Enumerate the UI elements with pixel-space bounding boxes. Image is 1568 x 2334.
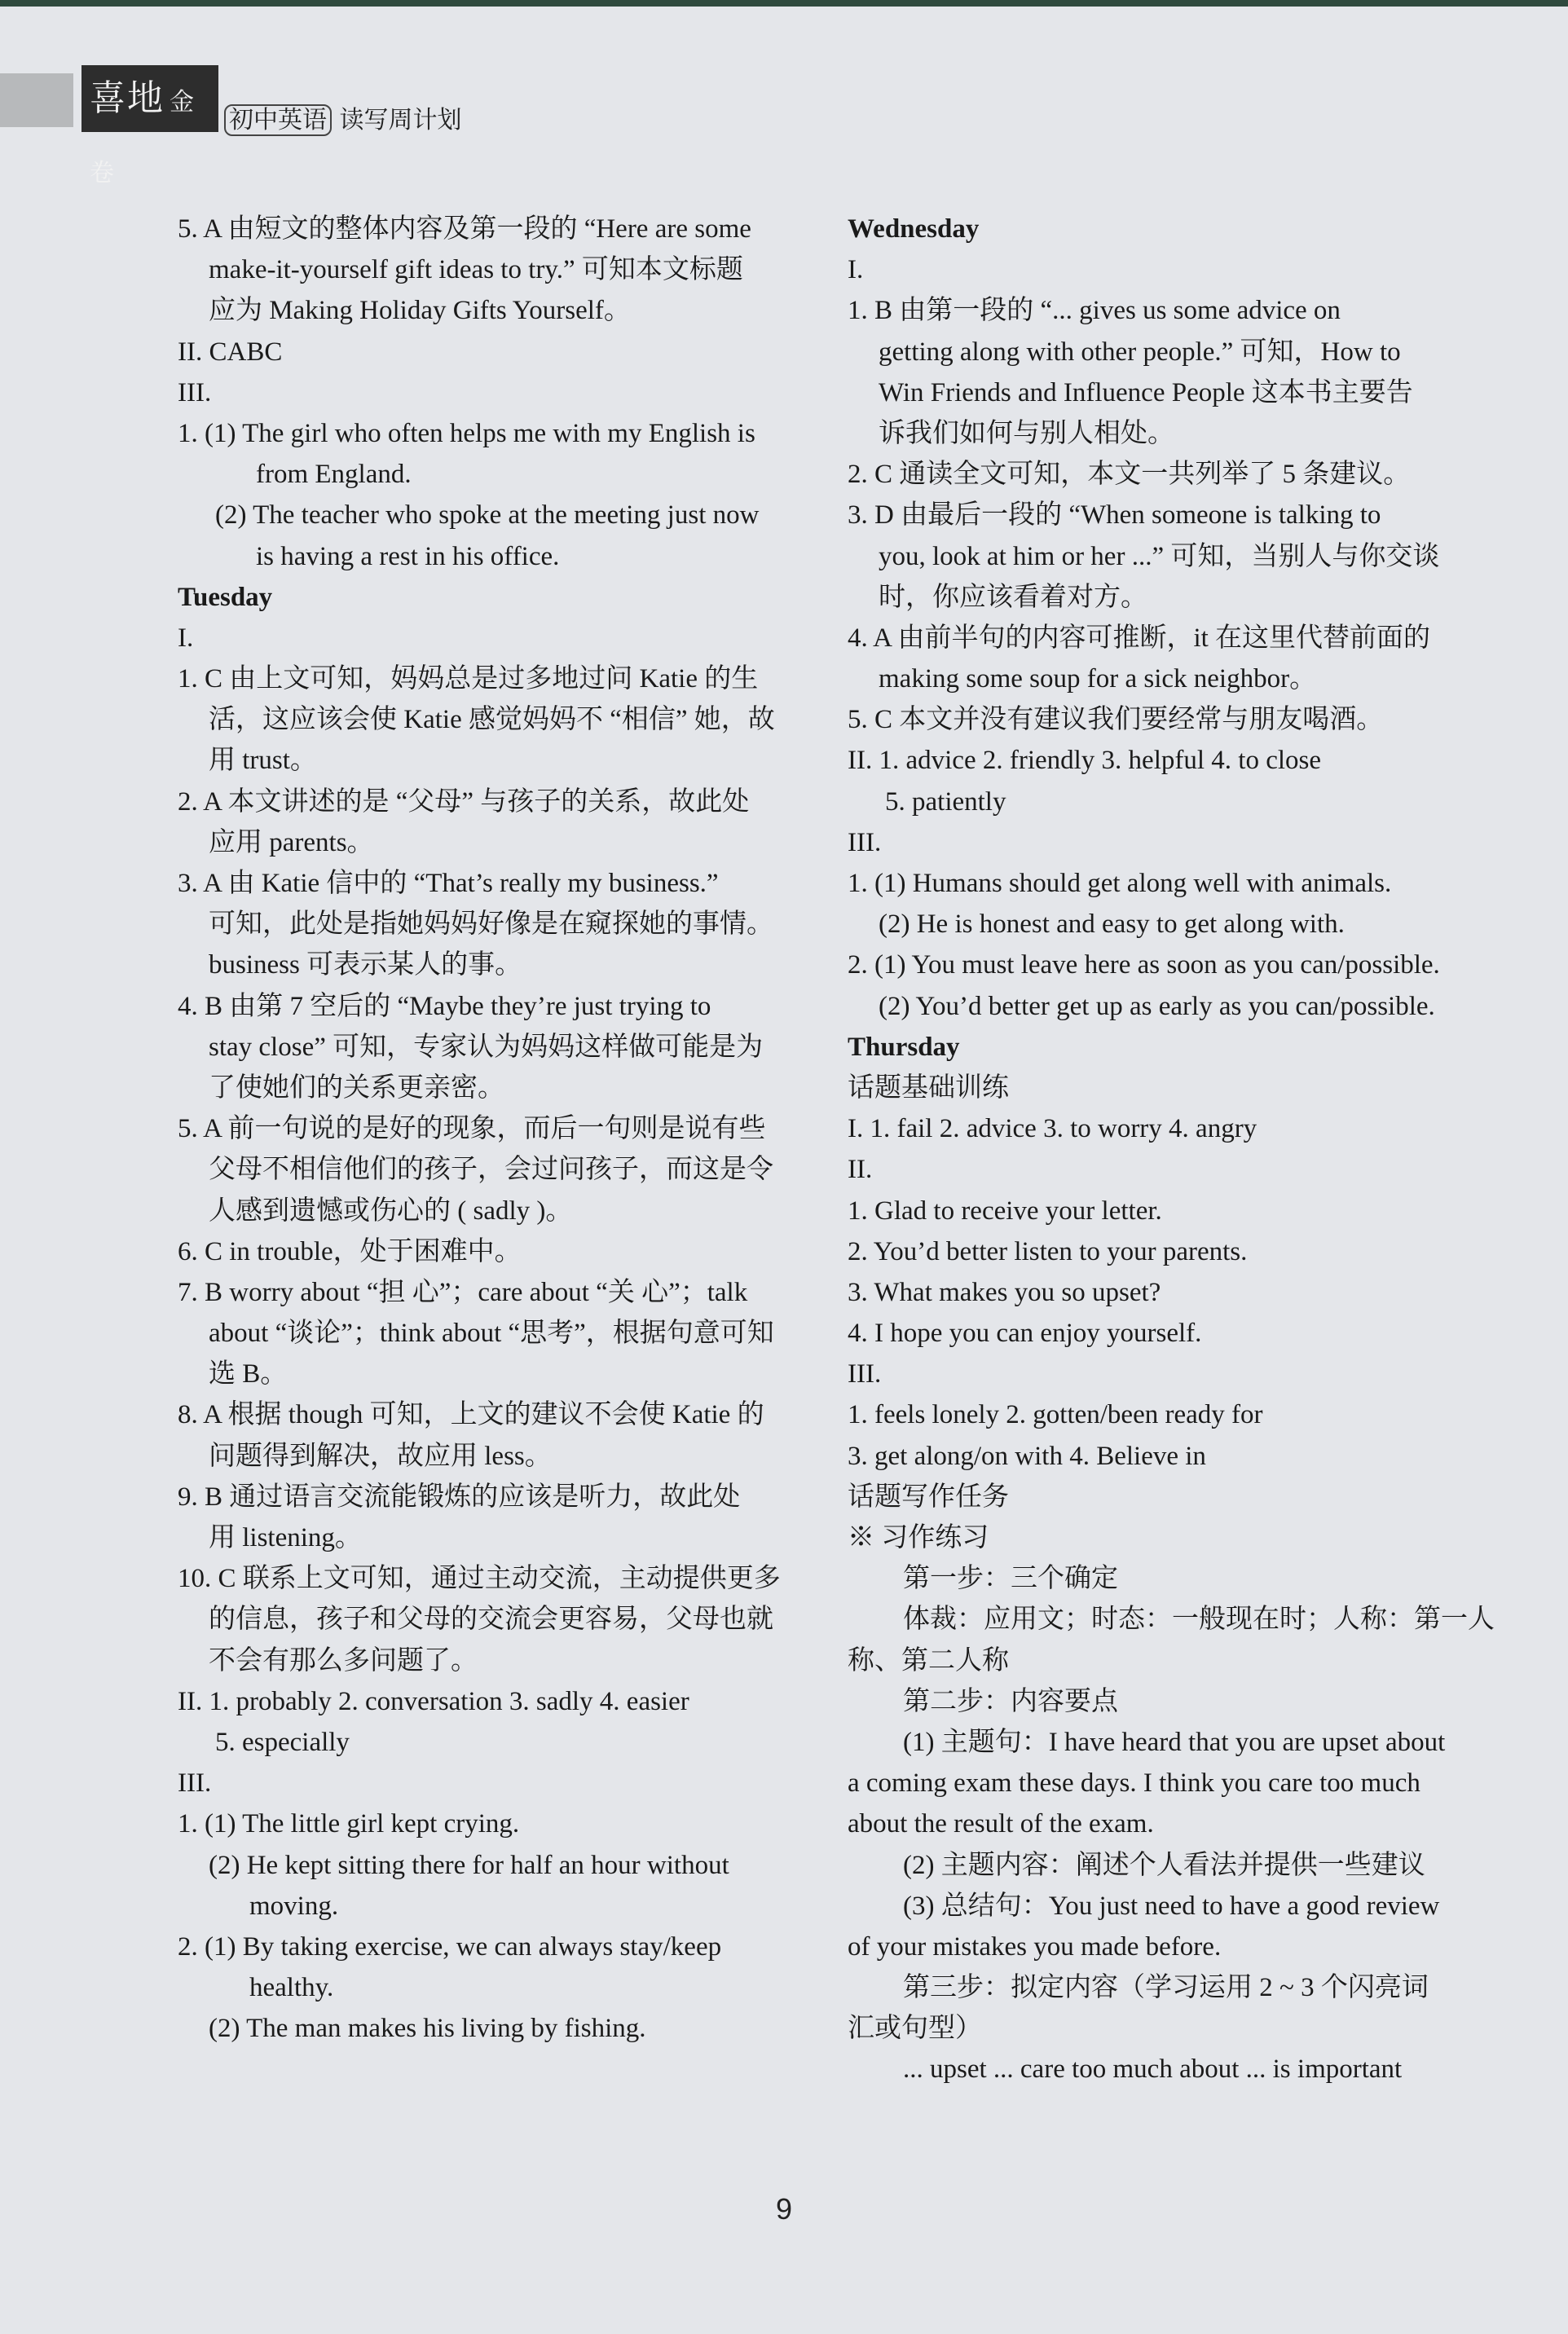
section-heading: Tuesday <box>178 582 273 612</box>
logo-subtext: 金卷 <box>90 88 196 187</box>
answer-line: (2) You’d better get up as early as you can/possible. <box>879 991 1435 1021</box>
answer-line: (2) The man makes his living by fishing. <box>209 2014 646 2044</box>
answer-line: 1. B 由第一段的 “... gives us some advice on <box>848 296 1341 326</box>
answer-line: 5. A 前一句说的是好的现象，而后一句则是说有些 <box>178 1114 766 1144</box>
answer-line: (3) 总结句：You just need to have a good review <box>903 1891 1440 1921</box>
answer-line: moving. <box>249 1891 339 1921</box>
answer-line: III. <box>178 377 212 407</box>
answer-line: ... upset ... care too much about ... is important <box>903 2054 1403 2085</box>
logo-text: 喜地 <box>90 77 165 119</box>
answer-line: 时，你应该看着对方。 <box>879 582 1147 612</box>
answer-line: 4. B 由第 7 空后的 “Maybe they’re just trying to <box>178 991 711 1021</box>
section-heading: Thursday <box>848 1032 960 1062</box>
answer-line: 2. C 通读全文可知，本文一共列举了 5 条建议。 <box>848 460 1411 490</box>
answer-line: 5. A 由短文的整体内容及第一段的 “Here are some <box>178 214 751 244</box>
answer-line: 不会有那么多问题了。 <box>209 1645 478 1676</box>
section-heading: Wednesday <box>848 214 980 244</box>
answer-line: 诉我们如何与别人相处。 <box>879 418 1174 448</box>
answer-line: 8. A 根据 though 可知，上文的建议不会使 Katie 的 <box>178 1400 764 1430</box>
answer-line: II. CABC <box>178 337 283 367</box>
answer-line: 话题写作任务 <box>848 1482 1009 1512</box>
answer-line: 活，这应该会使 Katie 感觉妈妈不 “相信” 她，故 <box>209 705 775 735</box>
answer-line: I. <box>178 623 194 653</box>
answer-line: 称、第二人称 <box>848 1645 1009 1676</box>
answer-line: 可知，此处是指她妈妈好像是在窥探她的事情。 <box>209 909 773 940</box>
series-name: 读写周计划 <box>339 106 462 134</box>
answer-line: healthy. <box>249 1973 334 2003</box>
answer-line: 2. A 本文讲述的是 “父母” 与孩子的关系，故此处 <box>178 786 750 817</box>
answer-line: 3. What makes you so upset? <box>848 1277 1161 1307</box>
answer-line: 的信息，孩子和父母的交流会更容易，父母也就 <box>209 1605 773 1635</box>
answer-line: 话题基础训练 <box>848 1072 1009 1103</box>
answer-line: 7. B worry about “担 心”；care about “关 心”；talk <box>178 1277 748 1307</box>
answer-line: III. <box>178 1768 212 1799</box>
answer-line: 第三步：拟定内容（学习运用 2 ~ 3 个闪亮词 <box>903 1973 1429 2003</box>
answer-line: 用 listening。 <box>209 1523 362 1552</box>
answer-line: 了使她们的关系更亲密。 <box>209 1072 504 1103</box>
answer-line: 4. A 由前半句的内容可推断，it 在这里代替前面的 <box>848 623 1431 653</box>
answer-line: 2. (1) You must leave here as soon as you can/possible. <box>848 950 1440 980</box>
answer-line: 第一步：三个确定 <box>903 1564 1118 1594</box>
answer-line: 1. (1) Humans should get along well with animals. <box>848 869 1392 898</box>
answer-line: 1. (1) The little girl kept crying. <box>178 1809 520 1839</box>
answer-line: I. 1. fail 2. advice 3. to worry 4. angry <box>848 1114 1257 1144</box>
answer-line: 问题得到解决，故应用 less。 <box>209 1441 552 1471</box>
answer-line: 3. A 由 Katie 信中的 “That’s really my business.” <box>178 869 719 898</box>
answer-line: III. <box>848 827 882 857</box>
answer-line: 1. C 由上文可知，妈妈总是过多地过问 Katie 的生 <box>178 664 759 694</box>
answer-line: 2. You’d better listen to your parents. <box>848 1236 1248 1266</box>
page-number: 9 <box>775 2192 793 2226</box>
answer-line: getting along with other people.” 可知，How to <box>879 337 1401 367</box>
answer-line: 5. C 本文并没有建议我们要经常与朋友喝酒。 <box>848 705 1384 735</box>
answer-line: is having a rest in his office. <box>256 541 560 571</box>
answer-line: make-it-yourself gift ideas to try.” 可知本文标题 <box>209 255 743 285</box>
answer-line: Win Friends and Influence People 这本书主要告 <box>879 377 1413 407</box>
answer-line: you, look at him or her ...” 可知，当别人与你交谈 <box>879 541 1440 571</box>
series-stage: 初中英语 <box>224 104 332 136</box>
answer-line: II. 1. advice 2. friendly 3. helpful 4. to close <box>848 746 1321 776</box>
header-gray-tab <box>0 73 73 127</box>
answer-line: 5. patiently <box>885 786 1006 817</box>
answer-line: 3. get along/on with 4. Believe in <box>848 1441 1206 1471</box>
top-color-band <box>0 0 1568 7</box>
answer-line: 9. B 通过语言交流能锻炼的应该是听力，故此处 <box>178 1482 741 1512</box>
answer-line: 汇或句型） <box>848 2014 982 2044</box>
answer-line: a coming exam these days. I think you care too much <box>848 1768 1420 1799</box>
answer-line: (2) He is honest and easy to get along with. <box>879 909 1345 940</box>
answer-line: of your mistakes you made before. <box>848 1931 1222 1962</box>
answer-line: 1. (1) The girl who often helps me with my English is <box>178 418 755 448</box>
answer-line: 体裁：应用文；时态：一般现在时；人称：第一人 <box>903 1605 1495 1635</box>
answer-line: 应为 Making Holiday Gifts Yourself。 <box>209 296 631 326</box>
answer-line: 第二步：内容要点 <box>903 1686 1118 1716</box>
answer-line: about the result of the exam. <box>848 1809 1154 1839</box>
answer-line: business 可表示某人的事。 <box>209 950 522 980</box>
answer-line: 人感到遗憾或伤心的 ( sadly )。 <box>209 1196 573 1226</box>
left-column <box>178 209 821 2049</box>
series-logo <box>81 65 218 187</box>
answer-line: 3. D 由最后一段的 “When someone is talking to <box>848 500 1381 531</box>
answer-line: 5. especially <box>215 1727 350 1757</box>
answer-line: 1. feels lonely 2. gotten/been ready for <box>848 1400 1263 1430</box>
answer-line: I. <box>848 255 864 285</box>
answer-line: 1. Glad to receive your letter. <box>848 1196 1162 1226</box>
answer-line: ※ 习作练习 <box>848 1523 989 1552</box>
answer-line: (2) 主题内容：阐述个人看法并提供一些建议 <box>903 1850 1425 1880</box>
answer-line: 父母不相信他们的孩子，会过问孩子，而这是令 <box>209 1155 773 1185</box>
answer-line: 应用 parents。 <box>209 827 374 857</box>
answer-line: from England. <box>256 460 412 490</box>
answer-line: (2) He kept sitting there for half an hour without <box>209 1850 729 1880</box>
answer-line: II. 1. probably 2. conversation 3. sadly 4. easier <box>178 1686 689 1716</box>
answer-line: (2) The teacher who spoke at the meeting just now <box>215 500 760 531</box>
answer-line: about “谈论”；think about “思考”，根据句意可知 <box>209 1319 774 1349</box>
answer-line: 2. (1) By taking exercise, we can always stay/keep <box>178 1931 722 1962</box>
page-header <box>0 65 522 187</box>
answer-line: 选 B。 <box>209 1359 288 1389</box>
series-title <box>224 99 462 135</box>
answer-line: 4. I hope you can enjoy yourself. <box>848 1319 1202 1349</box>
answer-line: 6. C in trouble，处于困难中。 <box>178 1236 522 1266</box>
right-column <box>848 209 1495 2090</box>
answer-line: III. <box>848 1359 882 1389</box>
answer-line: 用 trust。 <box>209 746 317 776</box>
answer-line: making some soup for a sick neighbor。 <box>879 664 1317 694</box>
answer-line: 10. C 联系上文可知，通过主动交流，主动提供更多 <box>178 1564 781 1594</box>
answer-line: stay close” 可知，专家认为妈妈这样做可能是为 <box>209 1032 764 1062</box>
answer-line: II. <box>848 1155 873 1185</box>
answer-line: (1) 主题句：I have heard that you are upset about <box>903 1727 1446 1757</box>
